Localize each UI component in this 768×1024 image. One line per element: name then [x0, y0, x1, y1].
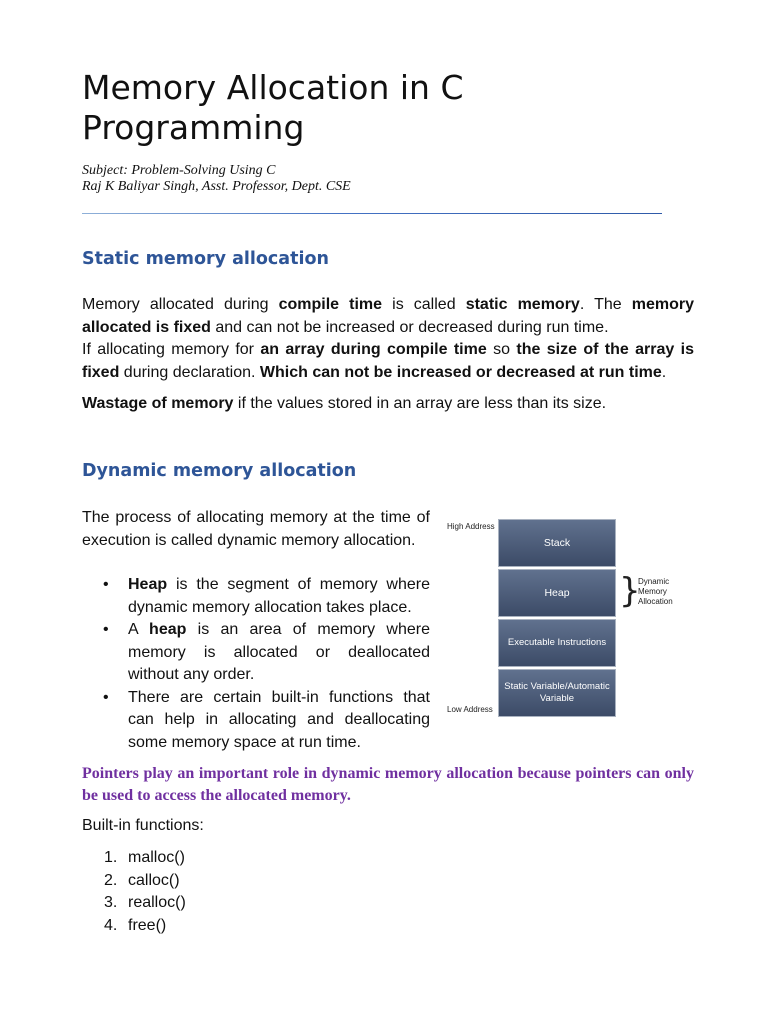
list-number: 1.: [104, 849, 118, 866]
text-run: is an area of memory where memory is allocated or deallocated without any order.: [128, 621, 431, 683]
function-name: malloc(): [128, 849, 185, 866]
page-title: Memory Allocation in C Programming: [82, 68, 464, 147]
high-address-label: High Address: [447, 522, 495, 531]
bold-run: static memory: [465, 296, 580, 313]
static-paragraph-1: [82, 294, 694, 339]
bold-run: the size of the array is fixed: [82, 341, 694, 381]
dynamic-memory-allocation-label: Dynamic Memory Allocation: [638, 577, 673, 606]
dynamic-lead-paragraph: The process of allocating memory at the time of execution is called dynamic memory allocation.: [82, 509, 430, 549]
text-run: A: [128, 621, 150, 638]
list-number: 3.: [104, 894, 118, 911]
text-run: .: [661, 363, 667, 381]
bold-run: compile time: [278, 296, 383, 313]
list-item: [82, 847, 186, 870]
builtin-label: Built-in functions:: [82, 817, 204, 834]
text-run: if the values stored in an array are less than its size.: [233, 395, 607, 412]
author-line: Raj K Baliyar Singh, Asst. Professor, Dept. CSE: [82, 179, 351, 194]
static-paragraph-2: [82, 339, 694, 384]
subject-block: [82, 163, 351, 195]
list-number: 4.: [104, 916, 118, 934]
list-number: 2.: [104, 871, 118, 889]
list-item: [128, 574, 430, 619]
dynamic-heading: Dynamic memory allocation: [82, 461, 357, 481]
text-run: during declaration.: [119, 363, 260, 381]
text-run: is called: [382, 296, 466, 313]
bold-run: an array during compile time: [260, 341, 487, 358]
heap-segment: Heap: [498, 569, 616, 617]
list-item: • There are certain built-in functions that can help in allocating and deallocating some memory space at run time.: [128, 687, 430, 755]
list-item: [128, 619, 430, 687]
text-run: Memory allocated during: [82, 296, 279, 313]
list-item: [82, 892, 186, 915]
bold-run: heap: [149, 621, 187, 638]
memory-layout-diagram: [445, 518, 685, 720]
text-run: and can not be increased or decreased during run time.: [210, 318, 609, 336]
stack-segment: Stack: [498, 519, 616, 567]
bold-run: memory allocated is fixed: [82, 296, 694, 336]
static-paragraph-3: [82, 393, 694, 416]
functions-list: [82, 847, 186, 937]
static-variable-segment: Static Variable/Automatic Variable: [498, 669, 616, 717]
bold-run: Heap: [128, 576, 168, 593]
text-run: is the segment of memory where dynamic memory allocation takes place.: [128, 576, 430, 616]
dynamic-bullet-list: [82, 574, 430, 754]
low-address-label: Low Address: [447, 705, 493, 714]
text-run: . The: [579, 296, 632, 313]
bold-run: Wastage of memory: [82, 395, 234, 412]
text-run: so: [486, 341, 517, 358]
function-name: free(): [128, 916, 167, 934]
function-name: calloc(): [128, 871, 180, 889]
brace-icon: }: [619, 571, 641, 611]
title-divider: [82, 213, 662, 214]
function-name: realloc(): [128, 894, 186, 911]
list-item: [82, 915, 186, 938]
subject-line: Subject: Problem-Solving Using C: [82, 163, 276, 178]
list-item: [82, 870, 186, 893]
pointers-note: Pointers play an important role in dynamic memory allocation because pointers can only be used to access the allocated memory.: [82, 765, 694, 804]
bold-run: Which can not be increased or decreased at run time: [259, 363, 662, 381]
executable-instructions-segment: Executable Instructions: [498, 619, 616, 667]
static-heading: Static memory allocation: [82, 249, 329, 269]
text-run: If allocating memory for: [82, 341, 261, 358]
